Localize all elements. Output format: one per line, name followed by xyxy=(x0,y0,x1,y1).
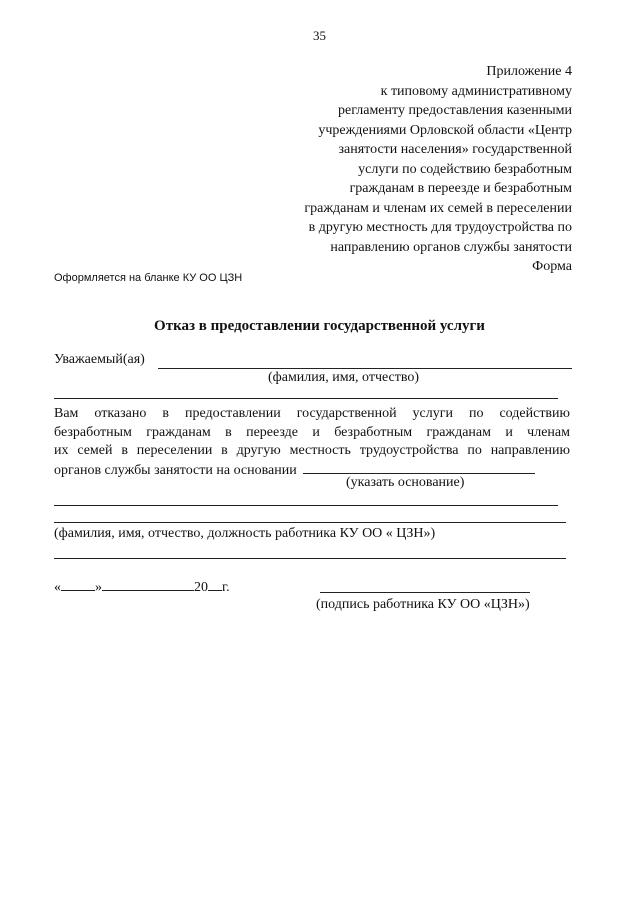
refusal-text-line: органов службы занятости на основании xyxy=(54,462,297,478)
date-open-quote: « xyxy=(54,580,61,595)
refusal-text-line: Вам отказано в предоставлении государственной услуги по содействию xyxy=(54,406,570,421)
recipient-name-field-extra[interactable] xyxy=(54,398,558,399)
recipient-name-hint: (фамилия, имя, отчество) xyxy=(268,370,420,385)
appendix-line: к типовому административному xyxy=(380,83,572,99)
appendix-header xyxy=(242,62,572,277)
date-year-field[interactable] xyxy=(208,578,222,591)
appendix-line: услуги по содействию безработным xyxy=(358,161,572,177)
signature-hint: (подпись работника КУ ОО «ЦЗН») xyxy=(316,597,530,612)
date-month-field[interactable] xyxy=(102,578,194,591)
appendix-line: Приложение 4 xyxy=(486,64,572,79)
date-year-prefix: 20 xyxy=(194,580,208,595)
reason-field[interactable] xyxy=(303,461,535,474)
blank-note: Оформляется на бланке КУ ОО ЦЗН xyxy=(54,272,243,284)
employee-field[interactable] xyxy=(54,522,566,523)
refusal-text-line: безработным гражданам в переезде и безработным гражданам и членам xyxy=(54,424,570,440)
document-title: Отказ в предоставлении государственной услуги xyxy=(154,318,485,334)
appendix-line: регламенту предоставления казенными xyxy=(338,103,572,118)
employee-hint: (фамилия, имя, отчество, должность работника КУ ОО « ЦЗН») xyxy=(54,526,436,541)
recipient-name-field[interactable] xyxy=(158,368,572,369)
appendix-line: гражданам и членам их семей в переселении xyxy=(304,200,572,216)
page-number: 35 xyxy=(313,28,326,43)
greeting-label: Уважаемый(ая) xyxy=(54,352,145,367)
refusal-text xyxy=(54,405,570,480)
refusal-text-line: их семей в переселении в другую местность трудоустройства по направлению xyxy=(54,443,570,458)
appendix-line: гражданам в переезде и безработным xyxy=(349,181,572,196)
appendix-line: направлению органов службы занятости xyxy=(330,239,572,255)
date-year-suffix: г. xyxy=(222,580,230,595)
date-day-field[interactable] xyxy=(61,578,95,591)
appendix-line: занятости населения» государственной xyxy=(338,142,572,157)
date-close-quote: » xyxy=(95,580,102,595)
refusal-text-line-last xyxy=(54,461,570,481)
signature-field[interactable] xyxy=(320,592,530,593)
date-row xyxy=(54,578,230,596)
reason-field-extra[interactable] xyxy=(54,505,558,506)
appendix-line: учреждениями Орловской области «Центр xyxy=(318,122,572,138)
appendix-line: в другую местность для трудоустройства по xyxy=(308,220,572,235)
employee-field-extra[interactable] xyxy=(54,558,566,559)
reason-hint: (указать основание) xyxy=(346,475,465,490)
form-label: Форма xyxy=(532,259,572,274)
